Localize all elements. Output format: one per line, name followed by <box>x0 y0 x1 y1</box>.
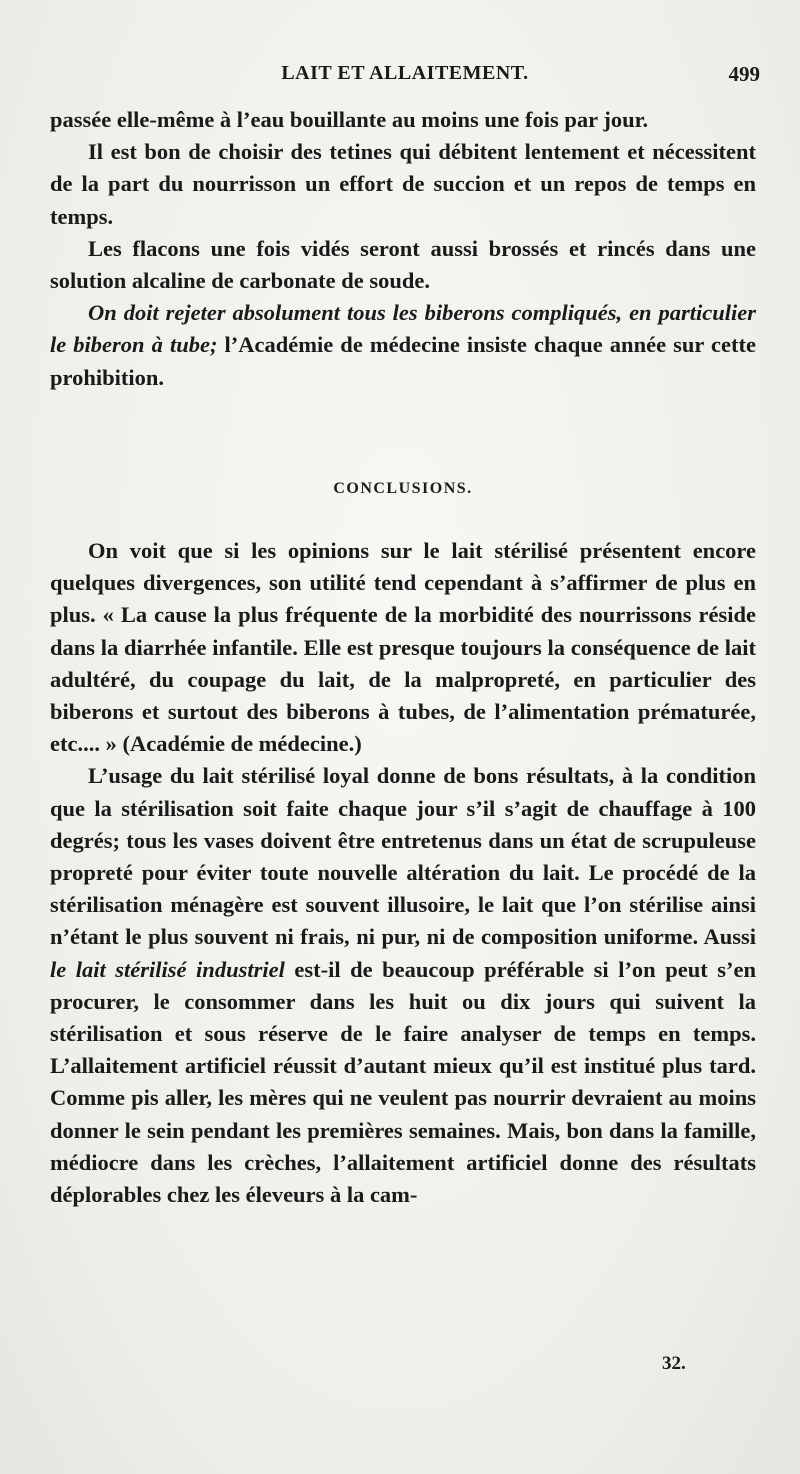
section-heading: CONCLUSIONS. <box>333 480 473 497</box>
paragraph-tetines: Il est bon de choisir des tetines qui débitent lentement et nécessitent de la part du nourrisson un effort de succion et un repos de temps en temps. <box>50 139 756 229</box>
signature-mark: 32. <box>662 1353 686 1374</box>
biberons-rest: l’Académie de médecine insiste chaque année sur cette prohibition. <box>50 332 756 390</box>
paragraph-conclusion-1: On voit que si les opinions sur le lait stérilisé présentent encore quelques divergences, son utilité tend cependant à s’affirmer de plus en plus. « La cause la plus fréquente de la morbidité des nourrissons réside dans la diarrhée infantile. Elle est presque toujours la conséquence de lait adultéré, du coupage du lait, de la malpropreté, en particulier des biberons et surtout des biberons à tubes, de l’alimentation prématurée, etc.... » (Académie de médecine.) <box>50 538 756 757</box>
running-head: LAIT ET ALLAITEMENT. <box>281 62 529 84</box>
conclusion-2-before: L’usage du lait stérilisé loyal donne de bons résultats, à la condition que la stérilisation soit faite chaque jour s’il s’agit de chauffage à 100 degrés; tous les vases doivent être entretenus dans un état de scrupuleuse propreté pour éviter toute nouvelle altération du lait. Le procédé de la stérilisation ménagère est souvent illusoire, le lait que l’on stérilise ainsi n’étant le plus souvent ni frais, ni pur, ni de composition uniforme. Aussi <box>50 763 756 950</box>
text-block-top <box>50 104 756 394</box>
paragraph-biberons <box>50 297 756 394</box>
paragraph-continuation: passée elle-même à l’eau bouillante au moins une fois par jour. <box>50 107 649 132</box>
page-number: 499 <box>728 62 760 86</box>
paragraph-flacons: Les flacons une fois vidés seront aussi brossés et rincés dans une solution alcaline de carbonate de soude. <box>50 235 756 294</box>
page-header <box>50 58 760 92</box>
text-block-conclusions <box>50 535 756 1211</box>
paragraph-conclusion-2 <box>50 760 756 1211</box>
conclusion-2-italic: le lait stérilisé industriel <box>50 956 285 982</box>
conclusion-2-after: est-il de beaucoup préférable si l’on peut s’en procurer, le consommer dans les huit ou dix jours qui suivent la stérilisation et sous réserve de le faire analyser de temps en temps. L’allaitement artificiel réussit d’autant mieux qu’il est institué plus tard. Comme pis aller, les mères qui ne veulent pas nourrir devraient au moins donner le sein pendant les premières semaines. Mais, bon dans la famille, médiocre dans les crèches, l’allaitement artificiel donne des résultats déplorables chez les éleveurs à la cam- <box>50 956 756 1208</box>
biberons-italic-phrase: On doit rejeter absolument tous les biberons compliqués, en particulier le biberon à tube; <box>50 300 756 358</box>
